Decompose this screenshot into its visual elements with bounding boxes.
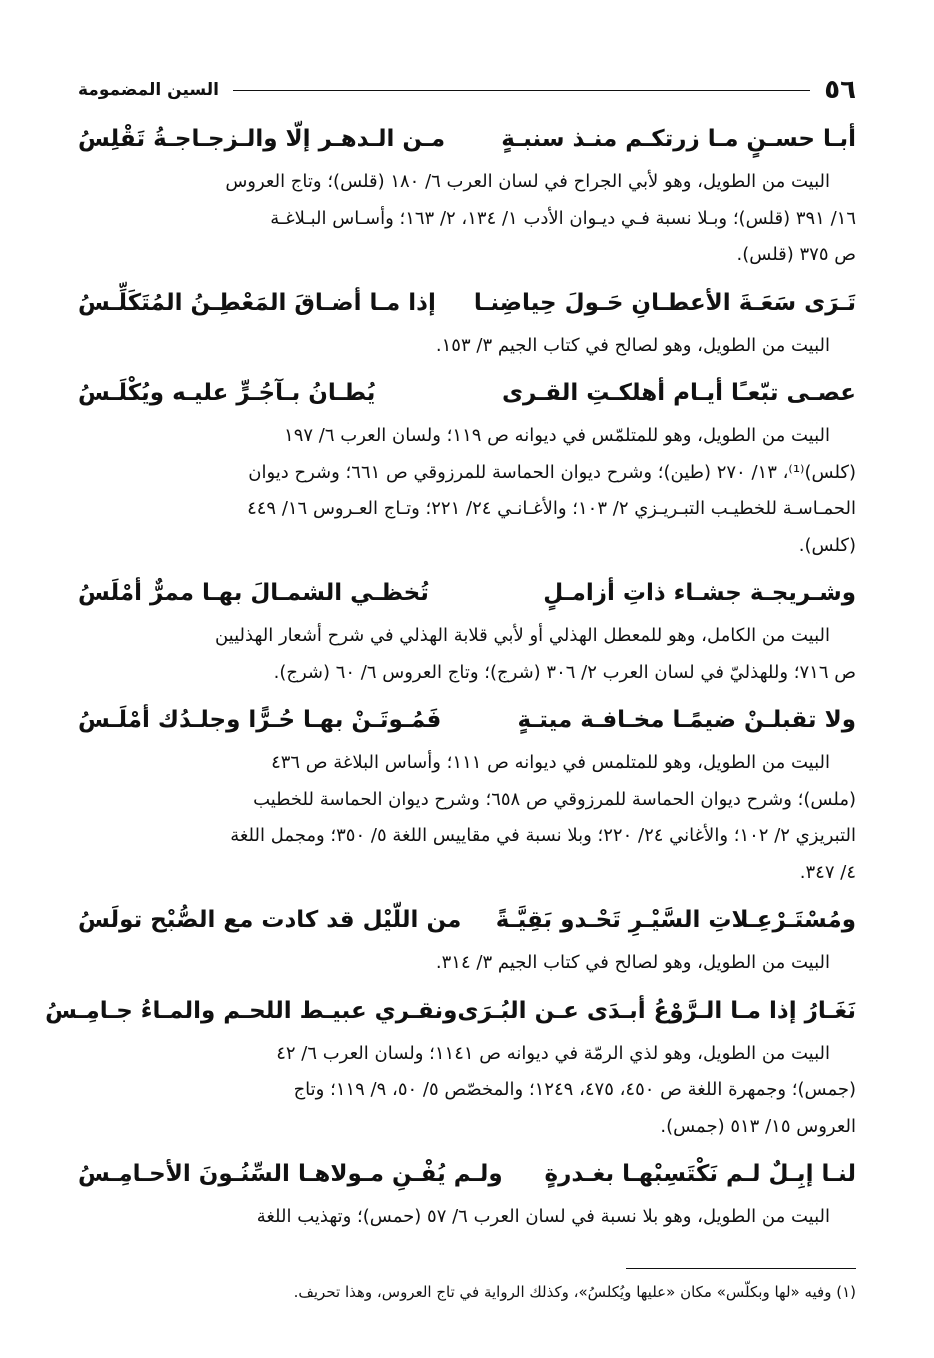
page-number: ٥٦ — [824, 75, 856, 105]
commentary-line — [78, 1072, 856, 1109]
footnote-rule — [626, 1268, 856, 1269]
verse-line — [78, 568, 856, 618]
commentary-text: (جمس)؛ وجمهرة اللغة ص ٤٥٠، ٤٧٥، ١٢٤٩؛ والمخصّص ٥/ ٥٠، ٩/ ١١٩؛ وتاج — [293, 1079, 856, 1100]
commentary-text: ١٦/ ٣٩١ (قلس)؛ وبـلا نسبة فـي ديـوان الأدب ١/ ١٣٤، ٢/ ١٦٣؛ وأسـاس البـلاغـة — [270, 207, 856, 229]
commentary-text: البيت من الطويل، وهو بلا نسبة في لسان العرب ٦/ ٥٧ (حمس)؛ وتهذيب اللغة — [256, 1206, 830, 1227]
verse-first-hemistich: لنـا إبِـلٌ لـم نَكْتَسِبْهـا بغـدرةٍ — [544, 1161, 856, 1187]
running-head — [78, 70, 856, 110]
verse-second-hemistich: يُطـانُ بـآجُـرٍّ عليـه ويُكْلَـسُ — [78, 380, 376, 406]
commentary-line — [78, 237, 856, 274]
poetry-entry — [78, 568, 856, 691]
commentary-text: ص ٣٧٥ (قلس). — [736, 244, 856, 265]
verse-first-hemistich: نَغَـارُ إذا مـا الـرَّوْعُ أبـدَى عـن البُـرَى — [457, 997, 856, 1024]
commentary-text: البيت من الطويل، وهو للمتلمس في ديوانه ص ١١١؛ وأساس البلاغة ص ٤٣٦ — [271, 752, 830, 773]
commentary-text: التبريزي ٢/ ١٠٢؛ والأغاني ٢٤/ ٢٢٠؛ وبلا نسبة في مقاييس اللغة ٥/ ٣٥٠؛ ومجمل اللغة — [230, 825, 856, 846]
verse-second-hemistich: تُخظـي الشمـالَ بهـا ممرٌّ أمْلَسُ — [78, 580, 429, 606]
commentary-text: البيت من الطويل، وهو لأبي الجراح في لسان العرب ٦/ ١٨٠ (قلس)؛ وتاج العروس — [225, 171, 830, 192]
commentary-text: البيت من الطويل، وهو لصالح في كتاب الجيم ٣/ ١٥٣. — [435, 334, 830, 356]
verse-second-hemistich: إذا مـا أضـاقَ المَعْطِـنُ المُتَكَلِّـسُ — [78, 289, 436, 316]
commentary-line — [78, 745, 856, 782]
verse-line — [78, 278, 856, 328]
footnote-text: (١) وفيه «لها وبكلّس» مكان «عليها ويُكلسُ»، وكذلك الرواية في تاج العروس، وهذا تحريف. — [293, 1283, 856, 1301]
commentary-line — [78, 655, 856, 692]
commentary-text: ٤/ ٣٤٧. — [799, 861, 856, 883]
verse-first-hemistich: تَـرَى سَعَـةَ الأعطـانِ حَـولَ حِياضِنـا — [473, 289, 856, 316]
footnote-area — [78, 1268, 856, 1301]
poetry-entry — [78, 1149, 856, 1236]
poetry-entry — [78, 114, 856, 274]
commentary-text: البيت من الكامل، وهو للمعطل الهذلي أو لأبي قلابة الهذلي في شرح أشعار الهذليين — [214, 625, 830, 646]
commentary-line — [78, 618, 856, 655]
verse-line — [78, 368, 856, 418]
verse-second-hemistich: من اللّيْل قد كادت مع الصُّبْح تولَسُ — [78, 907, 462, 933]
commentary-text: البيت من الطويل، وهو لصالح في كتاب الجيم ٣/ ٣١٤. — [435, 952, 830, 973]
commentary-line — [78, 164, 856, 201]
commentary-line — [78, 418, 856, 455]
poetry-entry — [78, 278, 856, 365]
verse-first-hemistich: ومُسْتَـرْعِـلاتِ السَّيْـرِ تَحْـدو بَقِيَّـةً — [495, 907, 856, 933]
commentary-line — [78, 855, 856, 892]
verse-second-hemistich: ولـم يُفْـنِ مـولاهـا السِّنُـونَ الأحـامِـسُ — [78, 1161, 503, 1187]
verse-line — [78, 1149, 856, 1199]
poetry-entry — [78, 368, 856, 564]
verse-first-hemistich: عصـى تبّعـًا أيـام أهلكـتِ القـرى — [501, 380, 856, 406]
poetry-entry — [78, 895, 856, 982]
entries-list — [45, 114, 856, 1236]
poetry-entry — [45, 986, 856, 1146]
verse-second-hemistich: فَمُـوتَـنْ بهـا حُـرًّا وجلـدُك أمْلَـسُ — [78, 707, 442, 733]
commentary-line — [78, 201, 856, 238]
commentary-line — [78, 328, 856, 365]
commentary-line — [78, 945, 856, 982]
verse-first-hemistich: وشـريجـة جشـاء ذاتِ أزامـلٍ — [543, 580, 856, 606]
commentary-line — [78, 491, 856, 528]
commentary-line — [78, 1109, 856, 1146]
commentary-line — [78, 1036, 856, 1073]
commentary-text: العروس ١٥/ ٥١٣ (جمس). — [660, 1115, 856, 1137]
commentary-line — [78, 455, 856, 492]
verse-line — [78, 695, 856, 745]
commentary-line — [78, 528, 856, 565]
verse-line — [45, 986, 856, 1036]
commentary-text: (ملس)؛ وشرح ديوان الحماسة للمرزوقي ص ٦٥٨؛ وشرح ديوان الحماسة للخطيب — [253, 788, 856, 810]
commentary-text: الحمـاسـة للخطيـب التبـريـزي ٢/ ١٠٣؛ والأغـانـي ٢٤/ ٢٢١؛ وتـاج العـروس ١٦/ ٤٤٩ — [247, 498, 856, 519]
verse-line — [78, 114, 856, 164]
verse-second-hemistich: مـن الـدهـر إلّا والـزجـاجـةُ تَقْلِسُ — [78, 126, 446, 152]
verse-first-hemistich: أبـا حسـنٍ مـا زرتكـم منـذ سنبـةٍ — [501, 126, 856, 152]
verse-first-hemistich: ولا تقبلـنْ ضيمًـا مخـافـة ميتـةٍ — [517, 707, 856, 733]
commentary-text: (كلس)⁽¹⁾، ١٣/ ٢٧٠ (طين)؛ وشرح ديوان الحماسة للمرزوقي ص ٦٦١؛ وشرح ديوان — [248, 461, 856, 483]
poetry-entry — [78, 695, 856, 891]
commentary-line — [78, 1199, 856, 1236]
verse-line — [78, 895, 856, 945]
commentary-text: البيت من الطويل، وهو لذي الرمّة في ديوانه ص ١١٤١؛ ولسان العرب ٦/ ٤٢ — [276, 1042, 830, 1064]
commentary-text: البيت من الطويل، وهو للمتلمّس في ديوانه ص ١١٩؛ ولسان العرب ٦/ ١٩٧ — [284, 425, 830, 446]
section-title: السين المضمومة — [78, 80, 219, 100]
commentary-line — [78, 782, 856, 819]
verse-second-hemistich: ونقـري عبيـط اللحـم والمـاءُ جـامِـسُ — [45, 997, 458, 1024]
commentary-line — [78, 818, 856, 855]
commentary-text: ص ٧١٦؛ وللهذليّ في لسان العرب ٢/ ٣٠٦ (شرج)؛ وتاج العروس ٦/ ٦٠ (شرج). — [273, 661, 856, 683]
commentary-text: (كلس). — [798, 534, 856, 556]
header-rule — [233, 90, 810, 91]
